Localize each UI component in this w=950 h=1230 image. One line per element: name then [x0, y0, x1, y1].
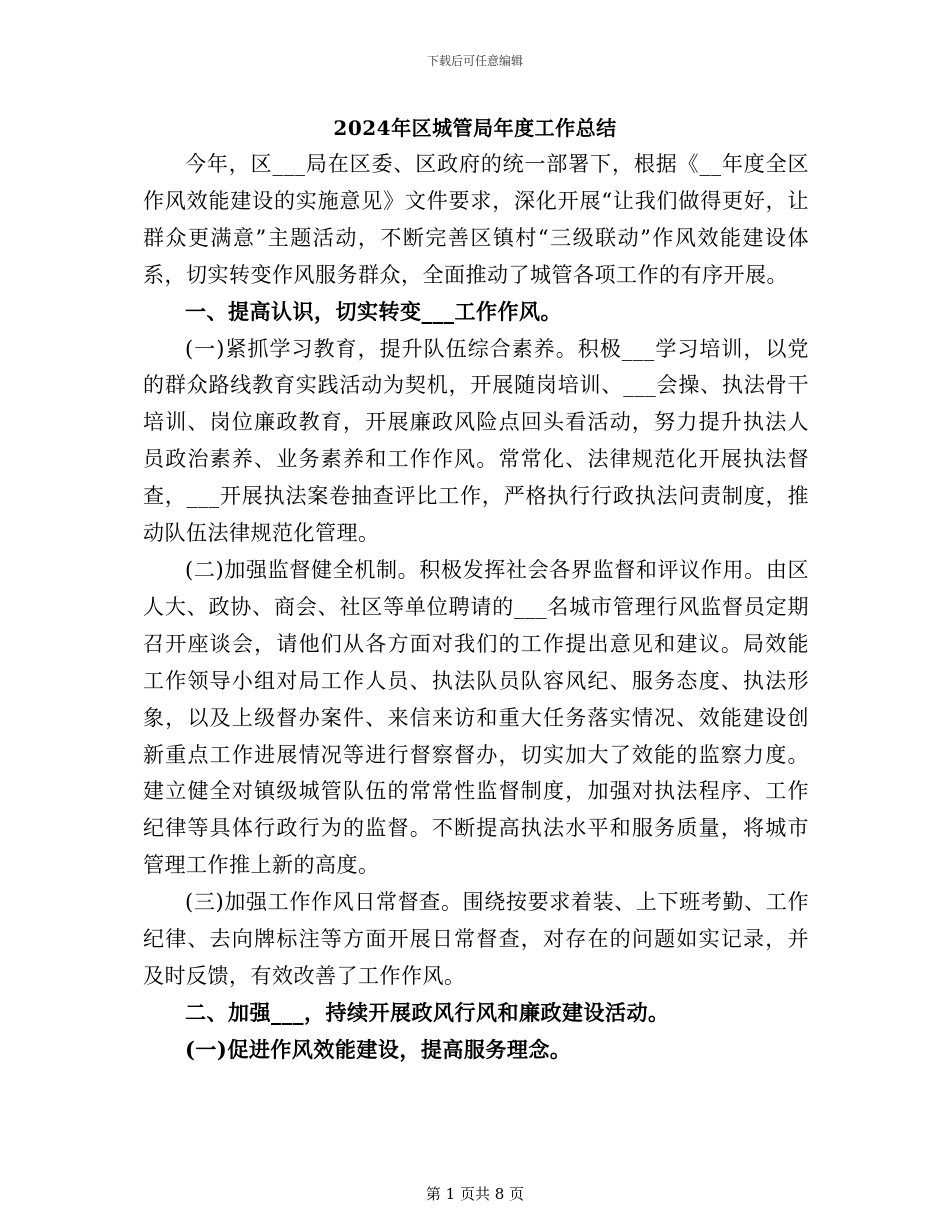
- document-title: 2024年区城管局年度工作总结: [333, 116, 617, 140]
- document-body: [143, 146, 809, 1069]
- intro-paragraph: 今年，区___局在区委、区政府的统一部署下，根据《__年度全区作风效能建设的实施意见》文件要求，深化开展“让我们做得更好，让群众更满意”主题活动，不断完善区镇村“三级联动”作风效能建设体系，切实转变作风服务群众，全面推动了城管各项工作的有序开展。: [143, 152, 809, 287]
- section-heading-2: 二、加强___，持续开展政风行风和廉政建设活动。: [185, 999, 670, 1025]
- section-heading-1: 一、提高认识，切实转变___工作作风。: [185, 298, 562, 324]
- body-paragraph-1-2: (二)加强监督健全机制。积极发挥社会各界监督和评议作用。由区人大、政协、商会、社区等单位聘请的___名城市管理行风监督员定期召开座谈会，请他们从各方面对我们的工作提出意见和建议。局效能工作领导小组对局工作人员、执法队员队容风纪、服务态度、执法形象，以及上级督办案件、来信来访和重大任务落实情况、效能建设创新重点工作进展情况等进行督察督办，切实加大了效能的监察力度。建立健全对镇级城管队伍的常常性监督制度，加强对执法程序、工作纪律等具体行政行为的监督。不断提高执法水平和服务质量，将城市管理工作推上新的高度。: [143, 557, 809, 878]
- body-paragraph-1-1: (一)紧抓学习教育，提升队伍综合素养。积极___学习培训，以党的群众路线教育实践活动为契机，开展随岗培训、___会操、执法骨干培训、岗位廉政教育，开展廉政风险点回头看活动，努力提升执法人员政治素养、业务素养和工作作风。常常化、法律规范化开展执法督查，___开展执法案卷抽查评比工作，严格执行行政执法问责制度，推动队伍法律规范化管理。: [143, 336, 809, 546]
- page-header-note: 下载后可任意编辑: [426, 54, 523, 68]
- body-paragraph-1-3: (三)加强工作作风日常督查。围绕按要求着装、上下班考勤、工作纪律、去向牌标注等方面开展日常督查，对存在的问题如实记录，并及时反馈，有效改善了工作作风。: [143, 890, 809, 988]
- subsection-heading-2-1: (一)促进作风效能建设，提高服务理念。: [185, 1036, 572, 1062]
- page-number-footer: 第 1 页共 8 页: [425, 1185, 525, 1203]
